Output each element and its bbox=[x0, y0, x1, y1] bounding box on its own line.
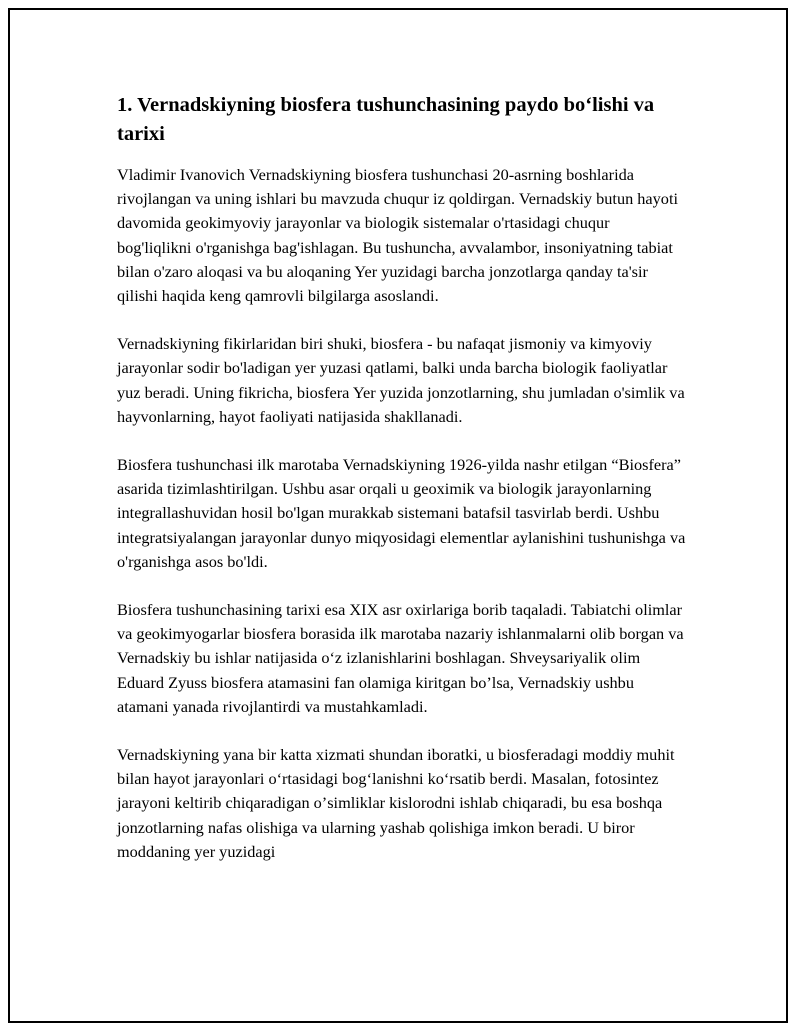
paragraph-5: Vernadskiyning yana bir katta xizmati shundan iboratki, u biosferadagi moddiy muhit bilan hayot jarayonlari oʻrtasidagi bogʻlanishni koʻrsatib berdi. Masalan, fotosintez jarayoni keltirib chiqaradigan oʼsimliklar kislorodni ishlab chiqaradi, bu esa boshqa jonzotlarning nafas olishiga va ularning yashab qolishiga imkon beradi. U biror moddaning yer yuzidagi bbox=[117, 745, 675, 861]
document-body bbox=[117, 91, 687, 888]
section-heading: 1. Vernadskiyning biosfera tushunchasining paydo boʻlishi va tarixi bbox=[117, 94, 655, 145]
paragraph-3: Biosfera tushunchasi ilk marotaba Vernadskiyning 1926-yilda nashr etilgan “Biosfera” asarida tizimlashtirilgan. Ushbu asar orqali u geoximik va biologik jarayonlarning integrallashuvidan hosil bo'lgan murakkab sistemani batafsil tasvirlab berdi. Ushbu integratsiyalangan jarayonlar dunyo miqyosidagi elementlar aylanishini tushunishga va o'rganishga asos bo'ldi. bbox=[117, 455, 686, 571]
paragraph-4: Biosfera tushunchasining tarixi esa XIX asr oxirlariga borib taqaladi. Tabiatchi olimlar va geokimyogarlar biosfera borasida ilk marotaba nazariy ishlanmalarni olib borgan va Vernadskiy bu ishlar natijasida oʻz izlanishlarini boshlagan. Shveysariyalik olim Eduard Zyuss biosfera atamasini fan olamiga kiritgan boʼlsa, Vernadskiy ushbu atamani yanada rivojlantirdi va mustahkamladi. bbox=[117, 600, 684, 716]
paragraph-2: Vernadskiyning fikirlaridan biri shuki, biosfera - bu nafaqat jismoniy va kimyoviy jarayonlar sodir bo'ladigan yer yuzasi qatlami, balki unda barcha biologik faoliyatlar yuz beradi. Uning fikricha, biosfera Yer yuzida jonzotlarning, shu jumladan o'simlik va hayvonlarning, hayot faoliyati natijasida shakllanadi. bbox=[117, 334, 685, 426]
paragraph-1: Vladimir Ivanovich Vernadskiyning biosfera tushunchasi 20-asrning boshlarida rivojlangan va uning ishlari bu mavzuda chuqur iz qoldirgan. Vernadskiy butun hayoti davomida geokimyoviy jarayonlar va biologik sistemalar o'rtasidagi chuqur bog'liqlikni o'rganishga bag'ishlagan. Bu tushuncha, avvalambor, insoniyatning tabiat bilan o'zaro aloqasi va bu aloqaning Yer yuzidagi barcha jonzotlarga qanday ta'sir qilishi haqida keng qamrovli bilgilarga asoslandi. bbox=[117, 165, 678, 306]
